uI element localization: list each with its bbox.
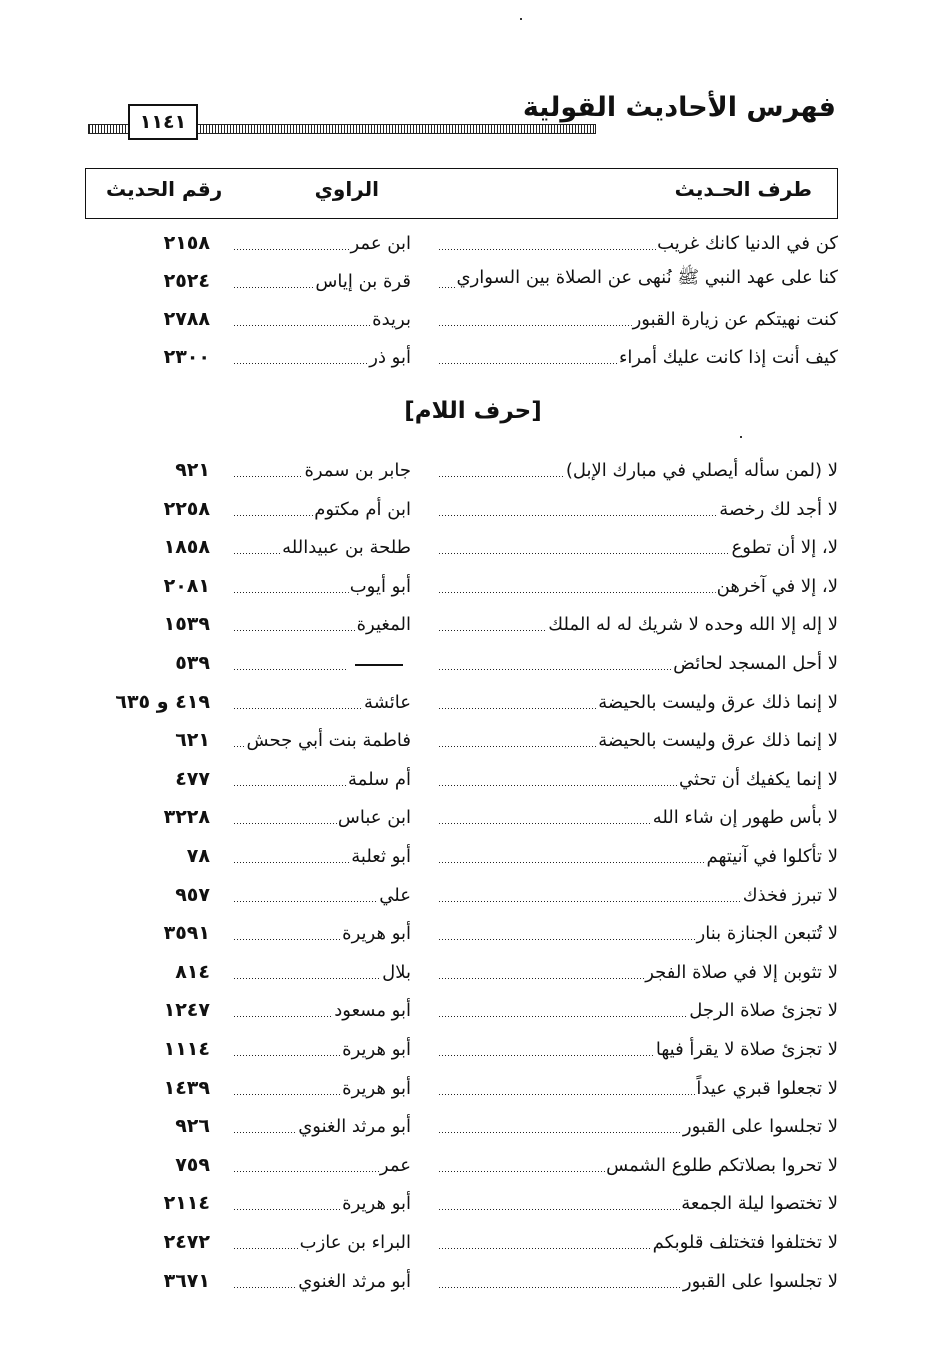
leader-dots bbox=[439, 619, 547, 631]
hadith-text: لا تثوبن إلا في صلاة الفجر bbox=[645, 961, 838, 983]
number-cell bbox=[100, 955, 210, 985]
hadith-number: ٣٢٢٨ bbox=[163, 806, 210, 829]
table-row bbox=[0, 226, 946, 256]
leader-dots bbox=[439, 697, 597, 709]
number-cell bbox=[100, 646, 210, 676]
hadith-cell bbox=[438, 723, 838, 753]
hadith-text: لا تجزئ صلاة الرجل bbox=[689, 1000, 838, 1022]
hadith-number: ٣٥٩١ bbox=[163, 922, 210, 945]
leader-dots bbox=[234, 619, 356, 631]
hadith-cell bbox=[438, 1071, 838, 1101]
leader-dots bbox=[439, 851, 705, 863]
rawi-cell bbox=[233, 762, 411, 792]
leader-dots bbox=[234, 697, 363, 709]
rawi-cell bbox=[233, 530, 411, 560]
leader-dots bbox=[234, 735, 246, 747]
leader-dots bbox=[234, 1005, 333, 1017]
rawi-text: بريدة bbox=[372, 309, 411, 330]
rawi-text: فاطمة بنت أبي جحش bbox=[246, 730, 411, 752]
rawi-text: أبو ثعلبة bbox=[351, 846, 411, 867]
hadith-text: لا، إلا أن تطوع bbox=[731, 537, 838, 559]
hadith-text: لا إله إلا الله وحده لا شريك له له الملك bbox=[548, 614, 838, 636]
number-cell bbox=[100, 302, 210, 332]
leader-dots bbox=[439, 581, 716, 593]
table-row bbox=[0, 955, 946, 985]
hadith-text: لا تحروا بصلاتكم طلوع الشمس bbox=[606, 1154, 838, 1176]
rawi-text: أبو هريرة bbox=[342, 923, 411, 945]
rawi-text: أبو مرثد الغنوي bbox=[298, 1116, 411, 1138]
hadith-cell bbox=[438, 646, 838, 676]
hadith-number: ١٤٣٩ bbox=[163, 1076, 210, 1099]
rawi-cell bbox=[233, 453, 411, 483]
leader-dots bbox=[234, 465, 303, 477]
leader-dots bbox=[234, 504, 313, 516]
hadith-cell bbox=[438, 530, 838, 560]
number-cell bbox=[100, 1071, 210, 1101]
column-header-number: رقم الحديث bbox=[106, 177, 223, 201]
hadith-text: لا إنما ذلك عرق وليست بالحيضة bbox=[598, 730, 838, 752]
number-cell bbox=[100, 878, 210, 908]
leader-dots bbox=[234, 314, 371, 326]
number-cell bbox=[100, 723, 210, 753]
number-cell bbox=[100, 1109, 210, 1139]
table-row bbox=[0, 993, 946, 1023]
table-row bbox=[0, 1109, 946, 1139]
rawi-cell bbox=[233, 1071, 411, 1101]
leader-dots bbox=[439, 1005, 688, 1017]
number-cell bbox=[100, 1032, 210, 1062]
hadith-text: لا إنما يكفيك أن تحثي bbox=[679, 768, 838, 790]
hadith-text: لا تجلسوا على القبور bbox=[682, 1116, 838, 1138]
rawi-text: علي bbox=[379, 884, 411, 906]
number-cell bbox=[100, 993, 210, 1023]
hadith-cell bbox=[438, 492, 838, 522]
rawi-text: طلحة بن عبيدالله bbox=[282, 537, 411, 559]
hadith-number: ٢٥٢٤ bbox=[163, 270, 210, 292]
leader-dots bbox=[234, 851, 350, 863]
leader-dots bbox=[439, 1198, 680, 1210]
leader-dots bbox=[439, 238, 656, 250]
rawi-cell bbox=[233, 646, 411, 676]
number-cell bbox=[100, 1186, 210, 1216]
table-row bbox=[0, 878, 946, 908]
leader-dots bbox=[234, 1237, 299, 1249]
hadith-cell bbox=[438, 1109, 838, 1139]
leader-dots bbox=[234, 238, 349, 250]
rawi-cell bbox=[233, 1225, 411, 1255]
hadith-number: ٣٦٧١ bbox=[163, 1269, 210, 1292]
hadith-number: ٤٧٧ bbox=[175, 767, 210, 790]
hadith-number: ٢٠٨١ bbox=[163, 574, 210, 597]
leader-dots bbox=[234, 928, 341, 940]
table-row bbox=[0, 1225, 946, 1255]
hadith-text: لا تبرز فخذك bbox=[742, 884, 838, 906]
rawi-text: جابر بن سمرة bbox=[304, 460, 411, 481]
leader-dots bbox=[439, 1121, 682, 1133]
leader-dots bbox=[439, 928, 696, 940]
hadith-cell bbox=[438, 762, 838, 792]
hadith-cell bbox=[438, 569, 838, 599]
hadith-cell bbox=[438, 685, 838, 715]
number-cell bbox=[100, 800, 210, 830]
number-cell bbox=[100, 264, 210, 294]
hadith-cell bbox=[438, 916, 838, 946]
rawi-cell bbox=[233, 492, 411, 522]
leader-dots bbox=[234, 276, 314, 288]
rawi-cell bbox=[233, 1186, 411, 1216]
hadith-number: ٢١١٤ bbox=[163, 1192, 210, 1215]
number-cell bbox=[100, 530, 210, 560]
table-row bbox=[0, 569, 946, 599]
hadith-cell bbox=[438, 1186, 838, 1216]
leader-dots bbox=[439, 314, 632, 326]
table-row bbox=[0, 340, 946, 370]
hadith-cell bbox=[438, 340, 838, 370]
hadith-text: كنا على عهد النبي ﷺ نُنهى عن الصلاة بين السواري bbox=[456, 267, 838, 288]
number-cell bbox=[100, 569, 210, 599]
number-cell bbox=[100, 1225, 210, 1255]
hadith-cell bbox=[438, 302, 838, 332]
leader-dots bbox=[439, 1083, 695, 1095]
leader-dots bbox=[234, 1083, 341, 1095]
number-cell bbox=[100, 839, 210, 869]
column-header-hadith: طرف الحـديث bbox=[674, 177, 812, 201]
rawi-text: ابن أم مكتوم bbox=[314, 498, 411, 520]
hadith-number: ١١١٤ bbox=[163, 1038, 210, 1060]
hadith-number: ٨١٤ bbox=[175, 960, 210, 983]
rawi-cell bbox=[233, 607, 411, 637]
hadith-number: ١٨٥٨ bbox=[163, 536, 210, 559]
hadith-cell bbox=[438, 607, 838, 637]
scan-speck bbox=[520, 18, 522, 20]
leader-dots bbox=[234, 967, 381, 979]
page-header bbox=[88, 92, 836, 140]
hadith-cell bbox=[438, 839, 838, 869]
rawi-cell bbox=[233, 800, 411, 830]
number-cell bbox=[100, 1264, 210, 1294]
leader-dots bbox=[439, 774, 678, 786]
hadith-number: ١٥٣٩ bbox=[163, 613, 210, 636]
hadith-number: ٤١٩ و ٦٣٥ bbox=[115, 690, 210, 713]
hadith-number: ٩٢٦ bbox=[175, 1115, 210, 1138]
leader-dots bbox=[234, 1044, 341, 1056]
rawi-cell bbox=[233, 685, 411, 715]
number-cell bbox=[100, 762, 210, 792]
rawi-text: قرة بن إياس bbox=[315, 271, 411, 292]
table-row bbox=[0, 302, 946, 332]
rawi-text: البراء بن عازب bbox=[299, 1232, 411, 1253]
hadith-text: لا إنما ذلك عرق وليست بالحيضة bbox=[598, 691, 838, 713]
rawi-text: أبو أيوب bbox=[349, 575, 411, 597]
table-row bbox=[0, 264, 946, 294]
rawi-cell bbox=[233, 955, 411, 985]
leader-dots bbox=[234, 1121, 297, 1133]
table-row bbox=[0, 646, 946, 676]
number-cell bbox=[100, 1148, 210, 1178]
table-row bbox=[0, 800, 946, 830]
rawi-cell bbox=[233, 569, 411, 599]
hadith-number: ٢٤٧٢ bbox=[163, 1231, 210, 1253]
table-row bbox=[0, 839, 946, 869]
hadith-cell bbox=[438, 264, 838, 294]
rawi-cell bbox=[233, 264, 411, 294]
hadith-cell bbox=[438, 226, 838, 256]
section-title: [حرف اللام] bbox=[404, 398, 542, 424]
rawi-text: عائشة bbox=[364, 691, 411, 713]
leader-dots bbox=[439, 890, 742, 902]
leader-dots bbox=[439, 542, 730, 554]
rawi-text: ابن عمر bbox=[350, 233, 411, 254]
rawi-cell bbox=[233, 226, 411, 256]
rawi-cell bbox=[233, 1148, 411, 1178]
rawi-text: أبو ذر bbox=[369, 347, 411, 368]
leader-dots bbox=[234, 890, 378, 902]
table-row bbox=[0, 453, 946, 483]
hadith-number: ٢١٥٨ bbox=[163, 232, 210, 254]
leader-dots bbox=[234, 352, 368, 364]
rawi-cell bbox=[233, 993, 411, 1023]
table-row bbox=[0, 685, 946, 715]
leader-dots bbox=[234, 581, 349, 593]
rawi-text: أبو هريرة bbox=[342, 1193, 411, 1215]
hadith-cell bbox=[438, 955, 838, 985]
rawi-cell bbox=[233, 1109, 411, 1139]
leader-dots bbox=[439, 812, 652, 824]
number-cell bbox=[100, 453, 210, 483]
hadith-number: ٢٧٨٨ bbox=[163, 308, 210, 330]
leader-dots bbox=[234, 658, 346, 670]
table-row bbox=[0, 1032, 946, 1062]
rawi-cell bbox=[233, 916, 411, 946]
hadith-cell bbox=[438, 1148, 838, 1178]
hadith-text: لا تجلسوا على القبور bbox=[682, 1270, 838, 1292]
hadith-cell bbox=[438, 993, 838, 1023]
hadith-cell bbox=[438, 453, 838, 483]
hadith-number: ٦٢١ bbox=[175, 729, 210, 752]
hadith-text: لا تجعلوا قبري عيداً bbox=[696, 1077, 838, 1099]
number-cell bbox=[100, 492, 210, 522]
leader-dots bbox=[234, 812, 337, 824]
rawi-cell bbox=[233, 302, 411, 332]
hadith-number: ١٢٤٧ bbox=[163, 999, 210, 1022]
table-row bbox=[0, 762, 946, 792]
leader-dots bbox=[439, 967, 644, 979]
hadith-cell bbox=[438, 878, 838, 908]
hadith-text: لا تختلفوا فتختلف قلوبكم bbox=[652, 1232, 838, 1253]
rawi-cell bbox=[233, 1032, 411, 1062]
hadith-text: لا (لمن سأله أيصلي في مبارك الإبل) bbox=[565, 460, 838, 481]
hadith-text: لا تختصوا ليلة الجمعة bbox=[681, 1193, 838, 1215]
hadith-number: ٥٣٩ bbox=[175, 652, 210, 674]
table-row bbox=[0, 492, 946, 522]
rawi-text: المغيرة bbox=[356, 614, 411, 636]
hadith-text: لا أحل المسجد لحائض bbox=[673, 653, 838, 674]
table-row bbox=[0, 1264, 946, 1294]
rawi-text: أبو هريرة bbox=[342, 1077, 411, 1099]
leader-dots bbox=[234, 1160, 379, 1172]
hadith-cell bbox=[438, 1264, 838, 1294]
leader-dots bbox=[439, 465, 565, 477]
table-row bbox=[0, 723, 946, 753]
table-row bbox=[0, 916, 946, 946]
column-header-rawi: الراوي bbox=[314, 177, 379, 201]
hadith-text: كنت نهيتكم عن زيارة القبور bbox=[632, 309, 838, 330]
hadith-number: ٢٣٠٠ bbox=[163, 346, 210, 368]
hadith-cell bbox=[438, 1032, 838, 1062]
rawi-text: أبو هريرة bbox=[342, 1039, 411, 1060]
rawi-text: ابن عباس bbox=[337, 807, 411, 829]
table-header bbox=[85, 168, 838, 219]
hadith-number: ٢٢٥٨ bbox=[163, 497, 210, 520]
rawi-text: أم سلمة bbox=[348, 768, 411, 790]
rawi-text: أبو مرثد الغنوي bbox=[298, 1270, 411, 1292]
hadith-number: ٧٥٩ bbox=[175, 1153, 210, 1176]
rawi-text: أبو مسعود bbox=[334, 1000, 411, 1022]
scan-speck bbox=[740, 436, 742, 438]
table-row bbox=[0, 1148, 946, 1178]
leader-dots bbox=[234, 1198, 341, 1210]
leader-dots bbox=[439, 276, 456, 288]
empty-rawi-dash bbox=[355, 664, 403, 666]
hadith-cell bbox=[438, 1225, 838, 1255]
leader-dots bbox=[439, 735, 597, 747]
page-title: فهرس الأحاديث القولية bbox=[522, 92, 836, 123]
hadith-text: لا بأس طهور إن شاء الله bbox=[652, 807, 838, 829]
number-cell bbox=[100, 916, 210, 946]
rawi-cell bbox=[233, 878, 411, 908]
rawi-cell bbox=[233, 839, 411, 869]
hadith-text: لا تجزئ صلاة لا يقرأ فيها bbox=[655, 1039, 838, 1060]
leader-dots bbox=[234, 542, 281, 554]
hadith-text: لا تُتبعن الجنازة بنار bbox=[696, 923, 838, 945]
number-cell bbox=[100, 340, 210, 370]
leader-dots bbox=[439, 1276, 682, 1288]
hadith-text: كيف أنت إذا كانت عليك أمراء bbox=[618, 347, 838, 368]
hadith-text: لا، إلا في آخرهن bbox=[716, 575, 838, 597]
hadith-text: لا أجد لك رخصة bbox=[719, 498, 838, 520]
leader-dots bbox=[439, 1160, 605, 1172]
number-cell bbox=[100, 685, 210, 715]
hadith-number: ٧٨ bbox=[186, 845, 210, 867]
table-row bbox=[0, 1071, 946, 1101]
rawi-cell bbox=[233, 723, 411, 753]
rawi-text: بلال bbox=[382, 961, 411, 983]
hadith-text: لا تأكلوا في آنيتهم bbox=[706, 846, 838, 867]
table-row bbox=[0, 607, 946, 637]
hadith-number: ٩٥٧ bbox=[175, 883, 210, 906]
leader-dots bbox=[439, 352, 618, 364]
number-cell bbox=[100, 226, 210, 256]
hadith-text: كن في الدنيا كانك غريب bbox=[657, 233, 838, 254]
leader-dots bbox=[439, 658, 672, 670]
leader-dots bbox=[234, 1276, 297, 1288]
page-number: ١١٤١ bbox=[128, 104, 198, 140]
hadith-number: ٩٢١ bbox=[175, 459, 210, 481]
hadith-cell bbox=[438, 800, 838, 830]
leader-dots bbox=[439, 504, 718, 516]
leader-dots bbox=[234, 774, 347, 786]
rawi-cell bbox=[233, 1264, 411, 1294]
rawi-text: عمر bbox=[379, 1154, 411, 1176]
number-cell bbox=[100, 607, 210, 637]
leader-dots bbox=[439, 1237, 652, 1249]
table-row bbox=[0, 530, 946, 560]
leader-dots bbox=[439, 1044, 655, 1056]
table-row bbox=[0, 1186, 946, 1216]
rawi-cell bbox=[233, 340, 411, 370]
